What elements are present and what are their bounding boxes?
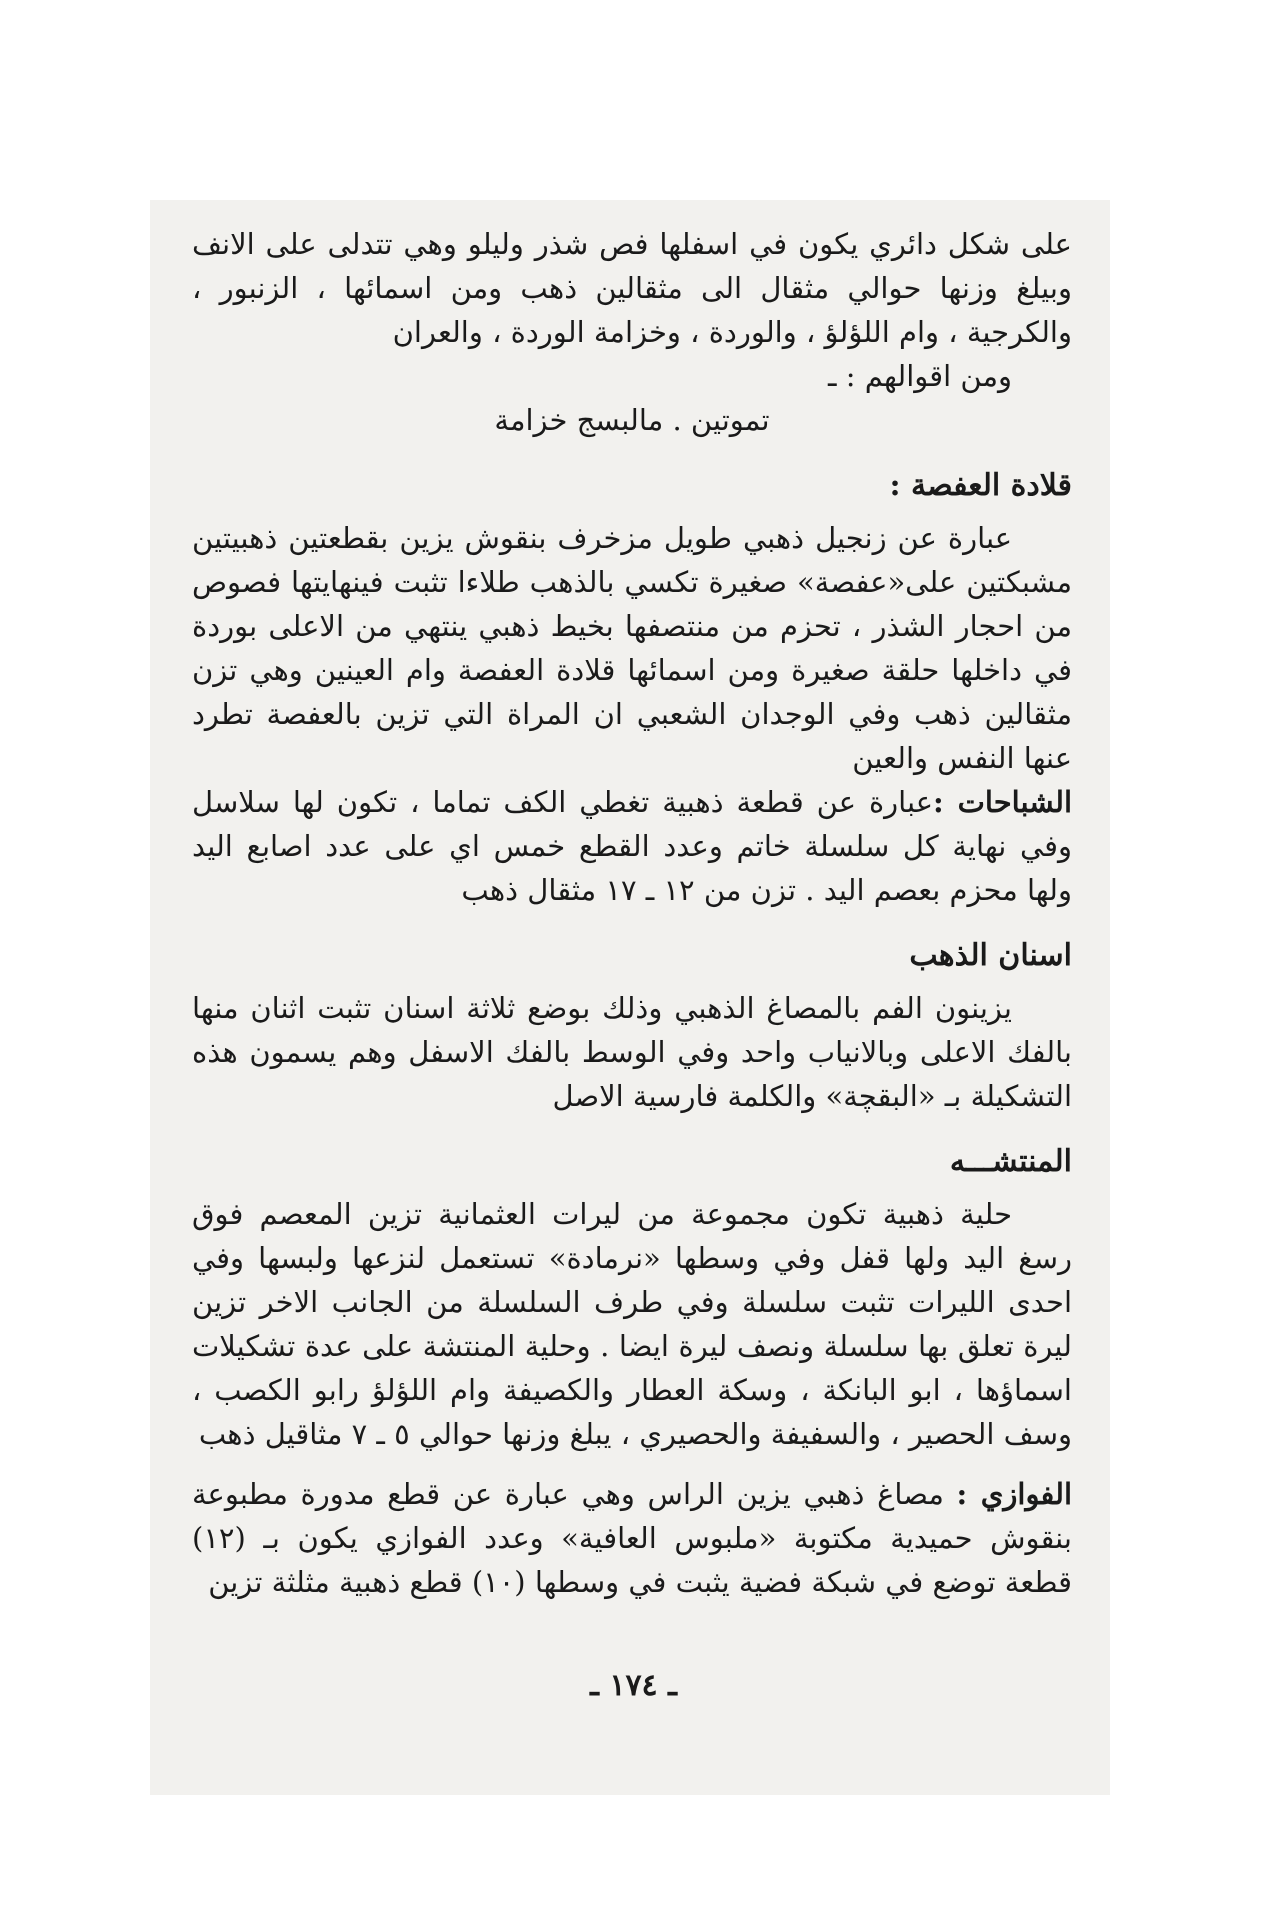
folk-saying: تموتين . مالبسج خزامة — [494, 403, 770, 437]
term-fawazi: الفوازي : — [956, 1477, 1072, 1511]
section-body-shabahat: عبارة عن قطعة ذهبية تغطي الكف تماما ، تكون لها سلاسل وفي نهاية كل سلسلة خاتم وعدد القطع خمس اي على عدد اصابع اليد ولها محزم بعصم اليد . تزن من ١٢ ـ ١٧ مثقال ذهب — [192, 785, 1072, 907]
page-number: ـ ١٧٤ ـ — [590, 1668, 677, 1703]
section-title-asnan: اسنان الذهب — [909, 938, 1072, 973]
section-title-qilada: قلادة العفصة : — [889, 468, 1072, 503]
section-body-fawazi: مصاغ ذهبي يزين الراس وهي عبارة عن قطع مدورة مطبوعة بنقوش حميدية مكتوبة «ملبوس العافية» وعدد الفوازي يكون بـ (١٢) قطعة توضع في شبكة فضية يثبت في وسطها (١٠) قطع ذهبية مثلثة تزين — [192, 1477, 1072, 1599]
term-shabahat: الشباحات : — [933, 785, 1072, 819]
book-page-text — [192, 222, 1072, 1604]
section-body-qilada: عبارة عن زنجيل ذهبي طويل مزخرف بنقوش يزين بقطعتين ذهبيتين مشبكتين على«عفصة» صغيرة تكسي بالذهب طلاءا تثبت فينهايتها فصوص من احجار الشذر ، تحزم من منتصفها بخيط ذهبي ينتهي من الاعلى بوردة في داخلها حلقة صغيرة ومن اسمائها قلادة العفصة وام العينين وهي تزن مثقالين ذهب وفي الوجدان الشعبي ان المراة التي تزين بالعفصة تطرد عنها النفس والعين — [192, 521, 1072, 775]
saying-intro: ومن اقوالهم : ـ — [828, 359, 1012, 393]
section-body-asnan: يزينون الفم بالمصاغ الذهبي وذلك بوضع ثلاثة اسنان تثبت اثنان منها بالفك الاعلى وبالانياب واحد وفي الوسط بالفك الاسفل وهم يسمون هذه التشكيلة بـ «البقچة» والكلمة فارسية الاصل — [192, 991, 1072, 1113]
section-fawazi — [192, 1472, 1072, 1604]
section-shabahat — [192, 780, 1072, 912]
section-title-muntashah: المنتشـــه — [949, 1144, 1072, 1179]
intro-paragraph: على شكل دائري يكون في اسفلها فص شذر وليلو وهي تتدلى على الانف وبيلغ وزنها حوالي مثقال الى مثقالين ذهب ومن اسمائها ، الزنبور ، والكرجية ، وام اللؤلؤ ، والوردة ، وخزامة الوردة ، والعران — [192, 227, 1072, 349]
section-body-muntashah: حلية ذهبية تكون مجموعة من ليرات العثمانية تزين المعصم فوق رسغ اليد ولها قفل وفي وسطها «نرمادة» تستعمل لنزعها ولبسها وفي احدى الليرات تثبت سلسلة وفي طرف السلسلة من الجانب الاخر تزين ليرة تعلق بها سلسلة ونصف ليرة ايضا . وحلية المنتشة على عدة تشكيلات اسماؤها ، ابو البانكة ، وسكة العطار والكصيفة وام اللؤلؤ رابو الكصب ، وسف الحصير ، والسفيفة والحصيري ، يبلغ وزنها حوالي ٥ ـ ٧ مثاقيل ذهب — [192, 1197, 1072, 1451]
